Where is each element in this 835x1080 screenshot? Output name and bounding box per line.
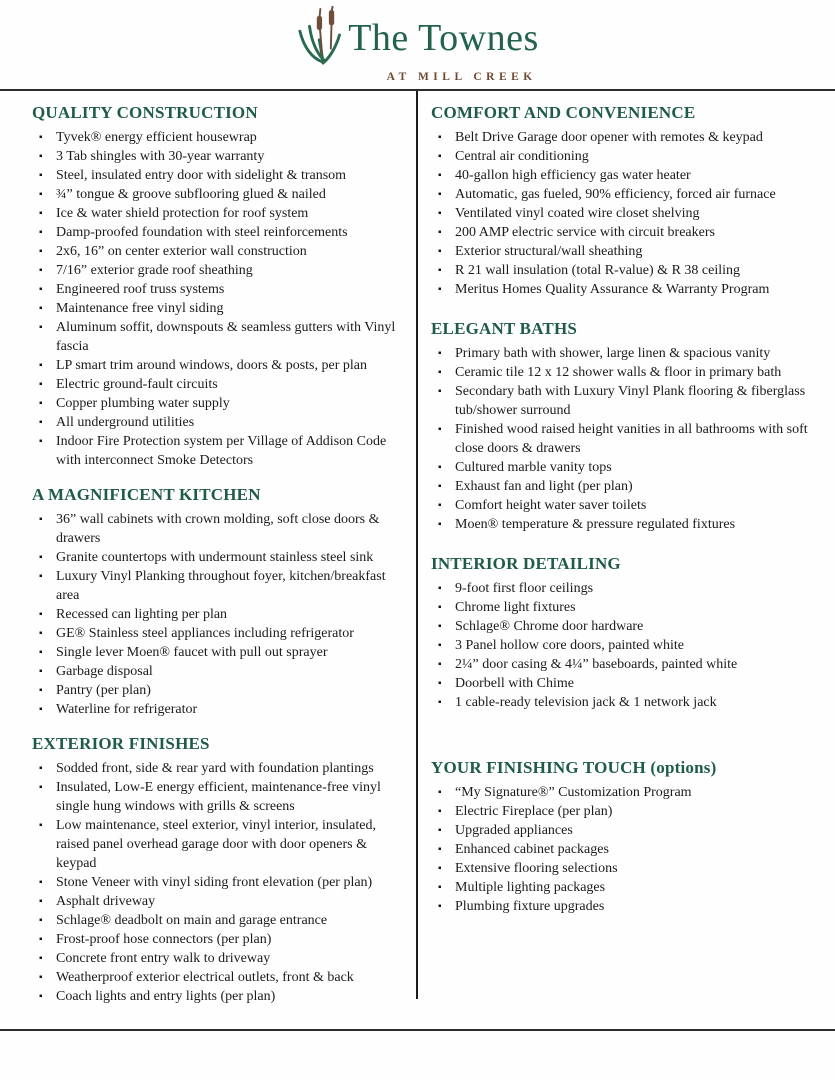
list-item bbox=[30, 968, 410, 987]
feature-text: Frost-proof hose connectors (per plan) bbox=[56, 932, 272, 947]
list-item bbox=[429, 458, 811, 477]
bullet-square-icon: ▪ bbox=[438, 284, 442, 295]
feature-text: Indoor Fire Protection system per Village of Addison Code with interconnect Smoke Detectors bbox=[56, 434, 387, 468]
section-heading: ELEGANT BATHS bbox=[431, 319, 578, 338]
list-item bbox=[429, 363, 811, 382]
feature-text: 7/16” exterior grade roof sheathing bbox=[56, 263, 253, 278]
list-item bbox=[30, 128, 410, 147]
bullet-square-icon: ▪ bbox=[438, 640, 442, 651]
feature-text: 1 cable-ready television jack & 1 network jack bbox=[455, 695, 717, 710]
feature-text: Asphalt driveway bbox=[56, 894, 156, 909]
list-item bbox=[429, 204, 811, 223]
list-item bbox=[30, 242, 410, 261]
bullet-square-icon: ▪ bbox=[438, 367, 442, 378]
list-item bbox=[429, 223, 811, 242]
feature-text: Schlage® deadbolt on main and garage entrance bbox=[56, 913, 328, 928]
feature-list bbox=[429, 579, 811, 712]
list-item bbox=[30, 548, 410, 567]
bullet-square-icon: ▪ bbox=[438, 132, 442, 143]
feature-text: Exterior structural/wall sheathing bbox=[455, 244, 643, 259]
bullet-square-icon: ▪ bbox=[438, 170, 442, 181]
bullet-square-icon: ▪ bbox=[438, 265, 442, 276]
feature-text: Electric Fireplace (per plan) bbox=[455, 804, 613, 819]
list-item bbox=[429, 840, 811, 859]
list-item bbox=[30, 930, 410, 949]
feature-text: Secondary bath with Luxury Vinyl Plank flooring & fiberglass tub/shower surround bbox=[455, 384, 806, 418]
bullet-square-icon: ▪ bbox=[438, 500, 442, 511]
bullet-square-icon: ▪ bbox=[39, 265, 43, 276]
list-item bbox=[429, 674, 811, 693]
bullet-square-icon: ▪ bbox=[438, 697, 442, 708]
feature-text: Tyvek® energy efficient housewrap bbox=[56, 130, 257, 145]
list-item bbox=[30, 394, 410, 413]
list-item bbox=[30, 299, 410, 318]
section-your-finishing-touch-options bbox=[429, 758, 811, 916]
feature-text: Doorbell with Chime bbox=[455, 676, 574, 691]
bullet-square-icon: ▪ bbox=[438, 583, 442, 594]
section-heading: INTERIOR DETAILING bbox=[431, 554, 621, 573]
bullet-square-icon: ▪ bbox=[39, 227, 43, 238]
list-item bbox=[429, 636, 811, 655]
section-a-magnificent-kitchen bbox=[30, 485, 410, 719]
feature-text: Sodded front, side & rear yard with foundation plantings bbox=[56, 761, 374, 776]
feature-text: 2¼” door casing & 4¼” baseboards, painted white bbox=[455, 657, 738, 672]
bullet-square-icon: ▪ bbox=[438, 348, 442, 359]
list-item bbox=[429, 859, 811, 878]
logo-title: The Townes bbox=[348, 17, 539, 59]
bullet-square-icon: ▪ bbox=[39, 208, 43, 219]
list-item bbox=[429, 496, 811, 515]
list-item bbox=[30, 778, 410, 816]
bullet-square-icon: ▪ bbox=[39, 303, 43, 314]
bullet-square-icon: ▪ bbox=[438, 787, 442, 798]
list-item bbox=[30, 759, 410, 778]
list-item bbox=[30, 987, 410, 1006]
list-item bbox=[429, 128, 811, 147]
list-item bbox=[30, 643, 410, 662]
feature-text: Concrete front entry walk to driveway bbox=[56, 951, 271, 966]
feature-text: Single lever Moen® faucet with pull out sprayer bbox=[56, 645, 328, 660]
bullet-square-icon: ▪ bbox=[39, 552, 43, 563]
feature-text: Schlage® Chrome door hardware bbox=[455, 619, 644, 634]
list-item bbox=[429, 515, 811, 534]
bullet-square-icon: ▪ bbox=[438, 481, 442, 492]
feature-text: Moen® temperature & pressure regulated fixtures bbox=[455, 517, 736, 532]
feature-text: “My Signature®” Customization Program bbox=[455, 785, 692, 800]
bullet-square-icon: ▪ bbox=[39, 571, 43, 582]
bullet-square-icon: ▪ bbox=[39, 436, 43, 447]
bullet-square-icon: ▪ bbox=[438, 246, 442, 257]
feature-text: All underground utilities bbox=[56, 415, 195, 430]
list-item bbox=[429, 598, 811, 617]
section-heading: YOUR FINISHING TOUCH (options) bbox=[431, 758, 717, 777]
feature-text: Waterline for refrigerator bbox=[56, 702, 198, 717]
list-item bbox=[30, 166, 410, 185]
feature-text: Cultured marble vanity tops bbox=[455, 460, 612, 475]
list-item bbox=[30, 510, 410, 548]
feature-text: Finished wood raised height vanities in all bathrooms with soft close doors & drawers bbox=[455, 422, 808, 456]
list-item bbox=[30, 356, 410, 375]
feature-text: R 21 wall insulation (total R-value) & R 38 ceiling bbox=[455, 263, 741, 278]
list-item bbox=[429, 344, 811, 363]
list-item bbox=[30, 911, 410, 930]
list-item bbox=[30, 662, 410, 681]
bullet-square-icon: ▪ bbox=[39, 628, 43, 639]
list-item bbox=[429, 420, 811, 458]
bullet-square-icon: ▪ bbox=[438, 659, 442, 670]
feature-text: Electric ground-fault circuits bbox=[56, 377, 218, 392]
section-comfort-and-convenience bbox=[429, 103, 811, 299]
feature-text: 3 Panel hollow core doors, painted white bbox=[455, 638, 685, 653]
bullet-square-icon: ▪ bbox=[438, 424, 442, 435]
bullet-square-icon: ▪ bbox=[39, 704, 43, 715]
feature-list bbox=[30, 128, 410, 470]
bullet-square-icon: ▪ bbox=[39, 151, 43, 162]
list-item bbox=[429, 147, 811, 166]
list-item bbox=[429, 802, 811, 821]
bullet-square-icon: ▪ bbox=[438, 602, 442, 613]
list-item bbox=[30, 873, 410, 892]
feature-text: Luxury Vinyl Planking throughout foyer, kitchen/breakfast area bbox=[56, 569, 386, 603]
list-item bbox=[429, 261, 811, 280]
cattails-icon bbox=[296, 6, 354, 66]
list-item bbox=[30, 624, 410, 643]
feature-text: Damp-proofed foundation with steel reinforcements bbox=[56, 225, 348, 240]
list-item bbox=[30, 280, 410, 299]
feature-text: 3 Tab shingles with 30-year warranty bbox=[56, 149, 265, 164]
feature-list bbox=[429, 344, 811, 534]
list-item bbox=[429, 166, 811, 185]
feature-text: Insulated, Low-E energy efficient, maintenance-free vinyl single hung windows with grills & screens bbox=[56, 780, 381, 814]
list-item bbox=[429, 655, 811, 674]
bullet-square-icon: ▪ bbox=[39, 991, 43, 1002]
section-exterior-finishes bbox=[30, 734, 410, 1006]
feature-text: Enhanced cabinet packages bbox=[455, 842, 609, 857]
feature-text: Pantry (per plan) bbox=[56, 683, 151, 698]
bullet-square-icon: ▪ bbox=[39, 398, 43, 409]
bullet-square-icon: ▪ bbox=[39, 915, 43, 926]
feature-text: Copper plumbing water supply bbox=[56, 396, 230, 411]
feature-text: GE® Stainless steel appliances including refrigerator bbox=[56, 626, 354, 641]
list-item bbox=[30, 949, 410, 968]
bullet-square-icon: ▪ bbox=[438, 462, 442, 473]
bullet-square-icon: ▪ bbox=[438, 882, 442, 893]
list-item bbox=[30, 816, 410, 873]
logo bbox=[296, 8, 539, 83]
feature-text: Aluminum soffit, downspouts & seamless gutters with Vinyl fascia bbox=[56, 320, 396, 354]
list-item bbox=[429, 617, 811, 636]
section-interior-detailing bbox=[429, 554, 811, 712]
list-item bbox=[30, 185, 410, 204]
bullet-square-icon: ▪ bbox=[438, 189, 442, 200]
list-item bbox=[30, 700, 410, 719]
bullet-square-icon: ▪ bbox=[39, 322, 43, 333]
bullet-square-icon: ▪ bbox=[438, 151, 442, 162]
feature-text: 36” wall cabinets with crown molding, soft close doors & drawers bbox=[56, 512, 380, 546]
feature-text: Weatherproof exterior electrical outlets, front & back bbox=[56, 970, 354, 985]
column-divider bbox=[416, 91, 418, 999]
feature-text: Meritus Homes Quality Assurance & Warranty Program bbox=[455, 282, 770, 297]
feature-text: 200 AMP electric service with circuit breakers bbox=[455, 225, 715, 240]
bullet-square-icon: ▪ bbox=[438, 519, 442, 530]
feature-list bbox=[30, 510, 410, 719]
feature-text: Ventilated vinyl coated wire closet shelving bbox=[455, 206, 700, 221]
bullet-square-icon: ▪ bbox=[39, 782, 43, 793]
bullet-square-icon: ▪ bbox=[39, 647, 43, 658]
list-item bbox=[30, 432, 410, 470]
list-item bbox=[429, 185, 811, 204]
bullet-square-icon: ▪ bbox=[39, 934, 43, 945]
section-heading: EXTERIOR FINISHES bbox=[32, 734, 210, 753]
list-item bbox=[429, 579, 811, 598]
section-heading: QUALITY CONSTRUCTION bbox=[32, 103, 258, 122]
section-quality-construction bbox=[30, 103, 410, 470]
bullet-square-icon: ▪ bbox=[39, 189, 43, 200]
feature-list bbox=[429, 128, 811, 299]
feature-text: 9-foot first floor ceilings bbox=[455, 581, 594, 596]
bottom-divider bbox=[0, 1029, 835, 1031]
bullet-square-icon: ▪ bbox=[438, 806, 442, 817]
bullet-square-icon: ▪ bbox=[39, 284, 43, 295]
feature-text: Steel, insulated entry door with sidelight & transom bbox=[56, 168, 347, 183]
feature-text: Engineered roof truss systems bbox=[56, 282, 225, 297]
bullet-square-icon: ▪ bbox=[39, 246, 43, 257]
feature-text: Automatic, gas fueled, 90% efficiency, forced air furnace bbox=[455, 187, 776, 202]
feature-text: Extensive flooring selections bbox=[455, 861, 618, 876]
list-item bbox=[429, 783, 811, 802]
bullet-square-icon: ▪ bbox=[39, 609, 43, 620]
left-column bbox=[30, 103, 410, 1006]
feature-text: Exhaust fan and light (per plan) bbox=[455, 479, 633, 494]
header bbox=[0, 8, 835, 83]
feature-text: ¾” tongue & groove subflooring glued & nailed bbox=[56, 187, 326, 202]
bullet-square-icon: ▪ bbox=[39, 953, 43, 964]
bullet-square-icon: ▪ bbox=[39, 379, 43, 390]
bullet-square-icon: ▪ bbox=[438, 227, 442, 238]
bullet-square-icon: ▪ bbox=[438, 621, 442, 632]
section-elegant-baths bbox=[429, 319, 811, 534]
bullet-square-icon: ▪ bbox=[438, 901, 442, 912]
feature-text: 2x6, 16” on center exterior wall construction bbox=[56, 244, 307, 259]
list-item bbox=[30, 567, 410, 605]
list-item bbox=[429, 878, 811, 897]
bullet-square-icon: ▪ bbox=[39, 666, 43, 677]
feature-text: Chrome light fixtures bbox=[455, 600, 576, 615]
feature-text: Stone Veneer with vinyl siding front elevation (per plan) bbox=[56, 875, 373, 890]
feature-text: Ice & water shield protection for roof system bbox=[56, 206, 309, 221]
bullet-square-icon: ▪ bbox=[39, 360, 43, 371]
feature-text: Garbage disposal bbox=[56, 664, 153, 679]
feature-text: Comfort height water saver toilets bbox=[455, 498, 647, 513]
list-item bbox=[429, 821, 811, 840]
feature-text: Recessed can lighting per plan bbox=[56, 607, 228, 622]
list-item bbox=[429, 382, 811, 420]
feature-text: Primary bath with shower, large linen & spacious vanity bbox=[455, 346, 771, 361]
bullet-square-icon: ▪ bbox=[39, 417, 43, 428]
bullet-square-icon: ▪ bbox=[438, 863, 442, 874]
bullet-square-icon: ▪ bbox=[39, 896, 43, 907]
feature-text: Belt Drive Garage door opener with remotes & keypad bbox=[455, 130, 763, 145]
list-item bbox=[30, 204, 410, 223]
list-item bbox=[429, 477, 811, 496]
feature-text: Plumbing fixture upgrades bbox=[455, 899, 605, 914]
bullet-square-icon: ▪ bbox=[438, 678, 442, 689]
list-item bbox=[30, 892, 410, 911]
feature-text: Maintenance free vinyl siding bbox=[56, 301, 224, 316]
bullet-square-icon: ▪ bbox=[39, 763, 43, 774]
list-item bbox=[429, 280, 811, 299]
feature-text: 40-gallon high efficiency gas water heater bbox=[455, 168, 691, 183]
section-heading: A MAGNIFICENT KITCHEN bbox=[32, 485, 261, 504]
bullet-square-icon: ▪ bbox=[438, 844, 442, 855]
feature-text: Low maintenance, steel exterior, vinyl interior, insulated, raised panel overhead garage door with door openers & keypad bbox=[56, 818, 376, 871]
list-item bbox=[30, 375, 410, 394]
list-item bbox=[30, 681, 410, 700]
list-item bbox=[30, 261, 410, 280]
list-item bbox=[30, 318, 410, 356]
bullet-square-icon: ▪ bbox=[39, 972, 43, 983]
feature-text: Central air conditioning bbox=[455, 149, 589, 164]
feature-list bbox=[429, 783, 811, 916]
list-item bbox=[30, 147, 410, 166]
bullet-square-icon: ▪ bbox=[39, 514, 43, 525]
bullet-square-icon: ▪ bbox=[438, 208, 442, 219]
feature-text: Ceramic tile 12 x 12 shower walls & floor in primary bath bbox=[455, 365, 782, 380]
section-heading: COMFORT AND CONVENIENCE bbox=[431, 103, 696, 122]
feature-text: Multiple lighting packages bbox=[455, 880, 606, 895]
bullet-square-icon: ▪ bbox=[438, 386, 442, 397]
logo-subtitle: AT MILL CREEK bbox=[386, 71, 537, 83]
list-item bbox=[429, 242, 811, 261]
feature-text: Upgraded appliances bbox=[455, 823, 573, 838]
bullet-square-icon: ▪ bbox=[39, 132, 43, 143]
feature-text: Granite countertops with undermount stainless steel sink bbox=[56, 550, 374, 565]
bullet-square-icon: ▪ bbox=[39, 685, 43, 696]
list-item bbox=[30, 605, 410, 624]
feature-list bbox=[30, 759, 410, 1006]
list-item bbox=[429, 897, 811, 916]
feature-text: Coach lights and entry lights (per plan) bbox=[56, 989, 276, 1004]
bullet-square-icon: ▪ bbox=[39, 820, 43, 831]
list-item bbox=[30, 223, 410, 242]
bullet-square-icon: ▪ bbox=[39, 170, 43, 181]
bullet-square-icon: ▪ bbox=[438, 825, 442, 836]
bullet-square-icon: ▪ bbox=[39, 877, 43, 888]
list-item bbox=[429, 693, 811, 712]
list-item bbox=[30, 413, 410, 432]
right-column bbox=[429, 103, 811, 916]
feature-text: LP smart trim around windows, doors & posts, per plan bbox=[56, 358, 367, 373]
